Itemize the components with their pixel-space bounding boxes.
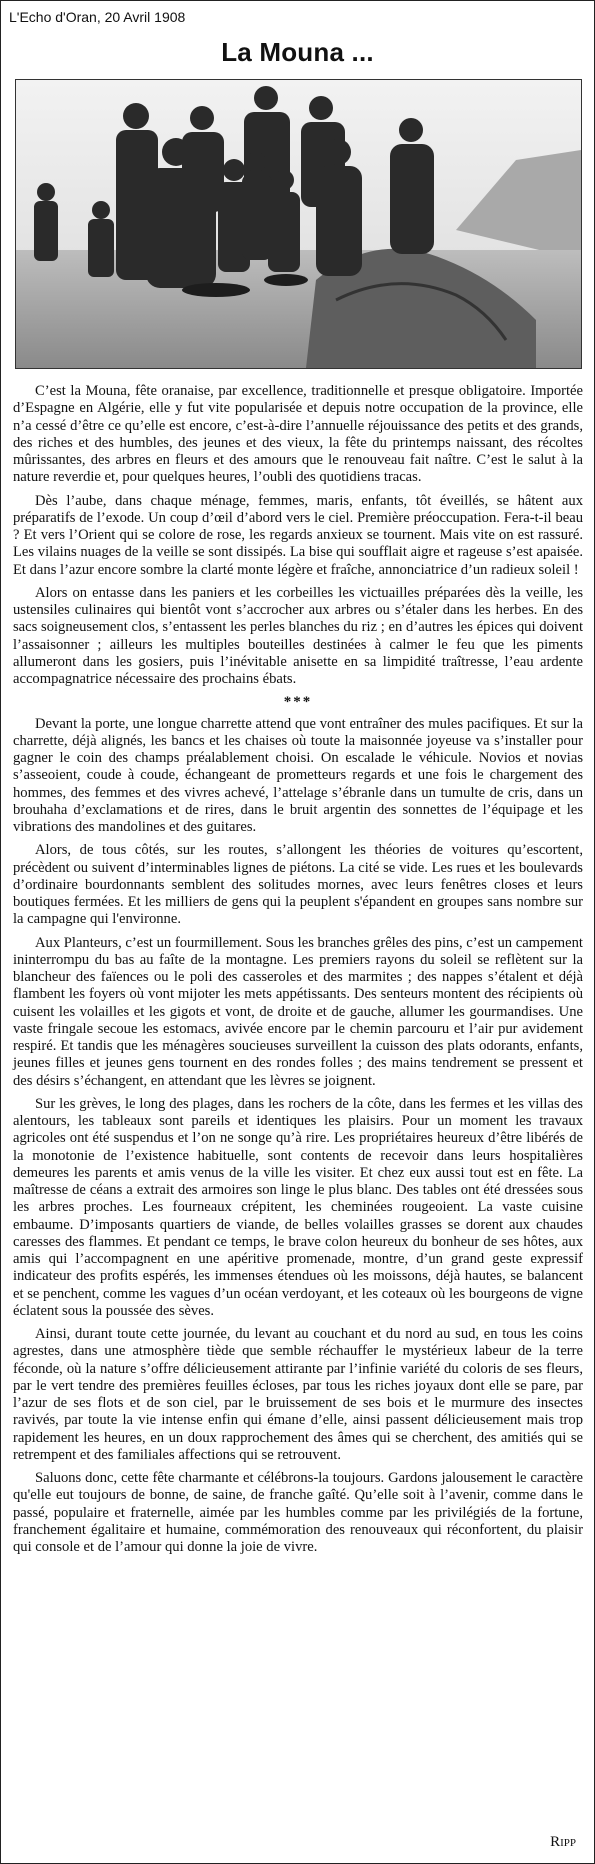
article-paragraph: Alors, de tous côtés, sur les routes, s’allongent les théories de voitures qu’escortent, précèdent ou suivent d’interminables lignes de piétons. La cité se vide. Les rues et les boulevards d’ordinaire bourdonnants semblent des solitudes mornes, avec leurs fenêtres closes et leurs boutiques fermées. Et les milliers de gens qui la peuplent s'épandent en groupes sans nombre sur la campagne qui l'environne. [13, 842, 583, 928]
vintage-photo-icon [15, 79, 582, 369]
photo-illustration [16, 80, 581, 368]
article-paragraph: Aux Planteurs, c’est un fourmillement. Sous les branches grêles des pins, c’est un campement ininterrompu du bas au faîte de la montagne. Les premiers rayons du soleil se reflètent sur la blancheur des faïences ou le poli des casseroles et des marmites ; des nappes s’étalent et déjà flambent les foyers où vont mijoter les mets appétissants. Des senteurs montent des récipients où cuisent les volailles et les gigots et vont, de droite et de gauche, allumer les gourmandises. Une vaste fringale secoue les estomacs, avivée encore par le chemin parcouru et l’air pur avidement respiré. Et tandis que les ménagères soucieuses surveillent la cuisson des plats odorants, enfants, jeunes filles et jeunes gens tournent en des rondes folles ; des mains tendrement se pressent et des désirs s’échangent, en attendant que les lèvres se joignent. [13, 934, 583, 1089]
section-separator: *** [283, 694, 313, 711]
article-paragraph: Ainsi, durant toute cette journée, du levant au couchant et du nord au sud, en tous les coins agrestes, dans une atmosphère tiède que semble réchauffer le mystérieux labeur de la terre féconde, où la nature s’offre délicieusement attirante par l’infinie variété du coloris de ses fleurs, par le vert tendre des premières feuilles écloses, par tous les riches joyaux dont elle se pare, par l’azur de ses flots et de son ciel, par le bruissement de ses bois et le murmure des insectes ravivés, par toute la vie intense enfin qui émane d’elle, ainsi passent délicieusement mais trop rapidement les heures, en un doux rapprochement des âmes qui se cherchent, des amitiés qui se retrempent et des familiales affections qui se retrouvent. [13, 1326, 583, 1463]
article-body [13, 383, 583, 1562]
article-title: La Mouna ... [221, 37, 374, 67]
article-paragraph: Dès l’aube, dans chaque ménage, femmes, maris, enfants, tôt éveillés, se hâtent aux préparatifs de l’exode. Un coup d’œil d’abord vers le ciel. Première préoccupation. Fera-t-il beau ? Et vers l’Orient qui se colore de rose, les regards anxieux se tournent. Mais vite on est rassuré. Les vilains nuages de la veille se sont dissipés. La bise qui soufflait aigre et rageuse s’est apaisée. Et dans l’azur encore sombre la clarté monte légère et fraîche, annonciatrice d’un radieux soleil ! [13, 492, 583, 578]
article-paragraph: C’est la Mouna, fête oranaise, par excellence, traditionnelle et presque obligatoire. Importée d’Espagne en Algérie, elle y fut vite popularisée et depuis notre occupation de la province, elle n’a cessé d’être ce qu’elle est encore, c’est-à-dire l’annuelle réjouissance des petits et des grands, des riches et des humbles, des jeunes et des vieux, la fête du printemps naissant, des récoltes mûrissantes, des arbres en fleurs et des amours que le renouveau fait naître. C’est le salut à la nature reverdie et, pour quelques heures, l’oubli des quotidiens tracas. [13, 383, 583, 486]
article-paragraph: Alors on entasse dans les paniers et les corbeilles les victuailles préparées dès la veille, les ustensiles culinaires qui bientôt vont s’accrocher aux arbres ou s’étaler dans les herbes. En des sacs soigneusement clos, s’entassent les perles blanches du riz ; en d’autres les épices qui doivent l’assaisonner ; ailleurs les multiples bouteilles destinées à calmer le feu que les piments allumeront dans les gosiers, puis l’inévitable anisette en sa limpidité traîtresse, l’eau ardente accompagnatrice nécessaire des prochains ébats. [13, 584, 583, 687]
article-paragraph: Saluons donc, cette fête charmante et célébrons-la toujours. Gardons jalousement le caractère qu'elle eut toujours de bonne, de saine, de franche gaîté. Qu’elle soit à l’avenir, comme dans le passé, populaire et fraternelle, aimée par les humbles comme par les privilégiés de la fortune, franchement égalitaire et humaine, commémoration des renouveaux qui réconfortent, du plaisir qui console et de l’amour qui donne la joie de vivre. [13, 1470, 583, 1555]
newspaper-source: L'Echo d'Oran, 20 Avril 1908 [9, 9, 186, 25]
article-paragraph: Devant la porte, une longue charrette attend que vont entraîner des mules pacifiques. Et sur la charrette, déjà alignés, les bancs et les chaises où toute la maisonnée joyeuse va s’installer pour gagner le coin des champs préalablement choisi. On escalade le véhicule. Novios et novias s’asseoient, coude à coude, échangeant de prometteurs regards et une fois le chargement des hommes, des femmes et des vivres achevé, l’attelage s’ébranle dans un tumulte de cris, dans un brouhaha d’exclamations et de rires, dans le bruit argentin des sonnettes de l’équipage et les vibrations des mandolines et des guitares. [13, 715, 583, 835]
article-paragraph: Sur les grèves, le long des plages, dans les rochers de la côte, dans les fermes et les villas des alentours, les tableaux sont pareils et identiques les plaisirs. Pour un moment les travaux agricoles ont été suspendus et l’on ne songe qu’à rire. Les propriétaires heureux d’être libérés de la monotonie de l’existence habituelle, sont contents de recevoir dans leurs hospitalières demeures les parents et amis venus de la ville les visiter. Et chez eux aussi tout est en fête. La maîtresse de céans a extrait des armoires son linge le plus blanc. Des tables ont été dressées sous les arbres proches. Les fourneaux crépitent, les cheminées rougeoient. La vaste cuisine embaume. D’imposants quartiers de viande, de belles volailles grasses se dorent aux chaudes caresses des flammes. Et pendant ce temps, le brave colon heureux du bonheur de ses hôtes, aux amis qui l’accompagnent en une apéritive promenade, montre, d’un grand geste expressif indicateur des profits espérés, les immenses étendues où les moissons, déjà hautes, se balancent et se penchent, comme les vagues d’un océan verdoyant, et les coteaux où les bourgeons de vigne éclatent sous la poussée des sèves. [13, 1095, 583, 1319]
author-signature: Ripp [550, 1834, 576, 1850]
